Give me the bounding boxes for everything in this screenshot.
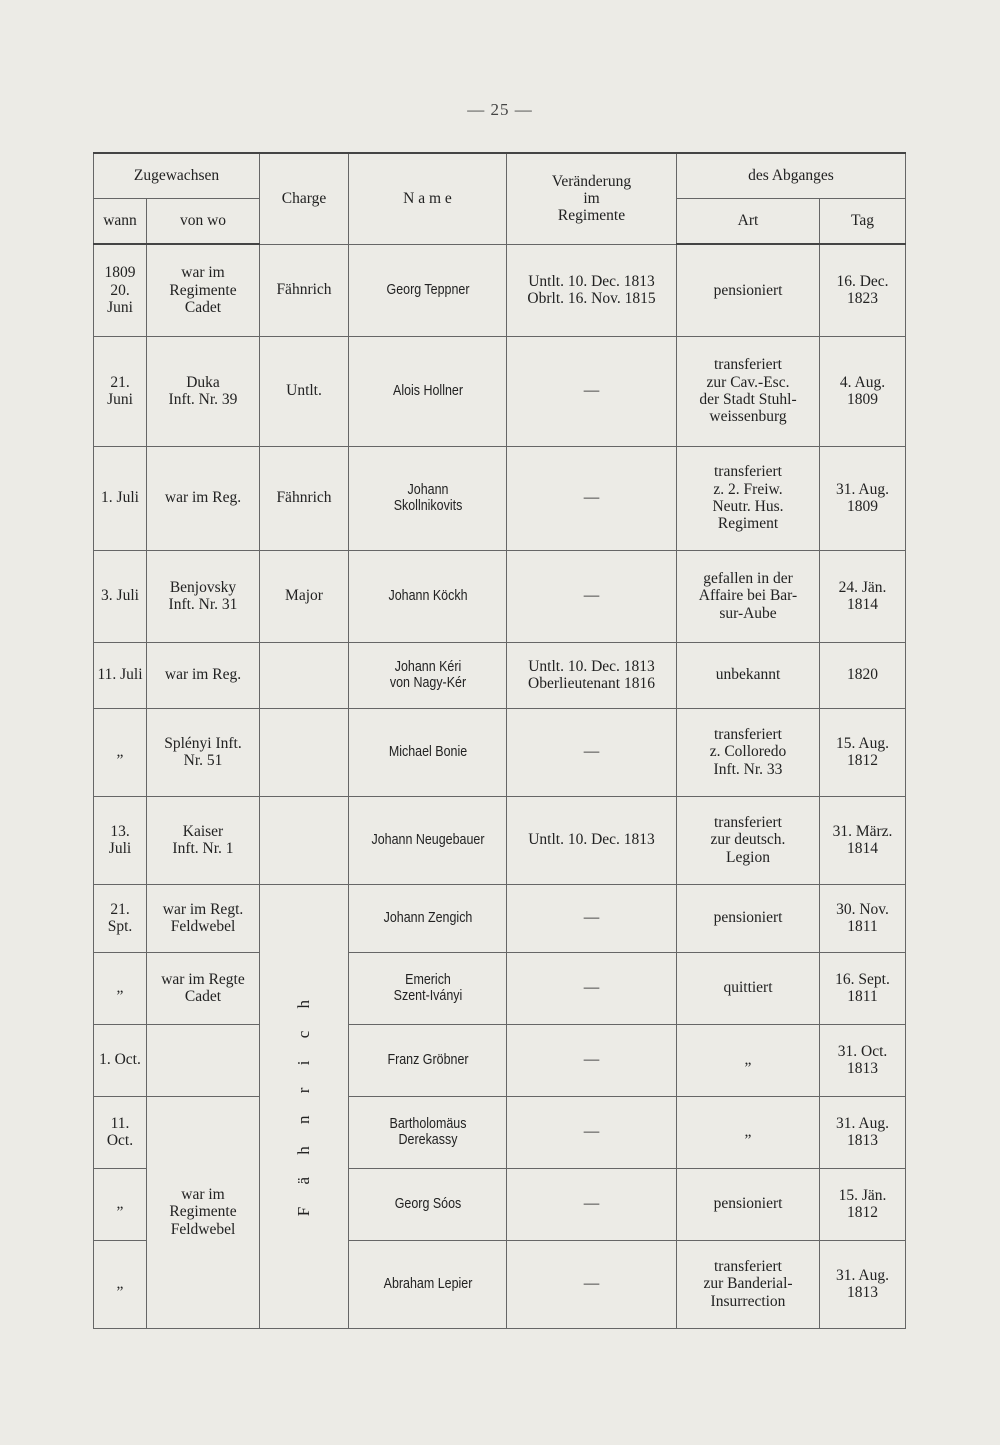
cell-art: transferiert zur Banderial- Insurrection — [677, 1240, 820, 1328]
header-wann: wann — [94, 199, 147, 245]
cell-wann: 11. Juli — [94, 642, 147, 708]
cell-wann: 1809 20. Juni — [94, 244, 147, 336]
cell-wann: „ — [94, 1240, 147, 1328]
cell-wann: „ — [94, 952, 147, 1024]
cell-veraenderung: — — [507, 446, 677, 550]
cell-charge: Fähnrich — [260, 244, 349, 336]
cell-art: pensioniert — [677, 884, 820, 952]
cell-von-wo: war im Reg. — [147, 642, 260, 708]
cell-name: Bartholomäus Derekassy — [360, 1096, 496, 1168]
cell-art: transferiert zur deutsch. Legion — [677, 796, 820, 884]
cell-art: transferiert zur Cav.-Esc. der Stadt Stuhl- weissenburg — [677, 336, 820, 446]
cell-charge-fahnrich-group — [260, 884, 349, 1328]
cell-wann: „ — [94, 1168, 147, 1240]
cell-name: Johann Neugebauer — [360, 796, 496, 884]
cell-name: Abraham Lepier — [360, 1240, 496, 1328]
cell-wann: 21. Spt. — [94, 884, 147, 952]
cell-von-wo: Duka Inft. Nr. 39 — [147, 336, 260, 446]
cell-charge — [260, 796, 349, 884]
table-row — [94, 446, 906, 550]
cell-veraenderung: — — [507, 708, 677, 796]
cell-tag: 31. März. 1814 — [820, 796, 906, 884]
cell-tag: 31. Aug. 1813 — [820, 1096, 906, 1168]
cell-charge — [260, 708, 349, 796]
cell-wann: 13. Juli — [94, 796, 147, 884]
cell-tag: 1820 — [820, 642, 906, 708]
cell-von-wo: Benjovsky Inft. Nr. 31 — [147, 550, 260, 642]
table-row — [94, 884, 906, 952]
header-veraenderung: Veränderung im Regimente — [507, 153, 677, 244]
cell-art: pensioniert — [677, 1168, 820, 1240]
cell-wann: 1. Juli — [94, 446, 147, 550]
cell-wann: 11. Oct. — [94, 1096, 147, 1168]
header-zugewachsen: Zugewachsen — [94, 153, 260, 199]
cell-name: Johann Zengich — [360, 884, 496, 952]
cell-name: Georg Teppner — [360, 244, 496, 336]
cell-von-wo: war im Regimente Cadet — [147, 244, 260, 336]
cell-veraenderung: — — [507, 952, 677, 1024]
table-row — [94, 1096, 906, 1168]
cell-veraenderung: — — [507, 884, 677, 952]
cell-von-wo: war im Reg. — [147, 446, 260, 550]
table-row — [94, 796, 906, 884]
table-row — [94, 952, 906, 1024]
cell-name: Emerich Szent-Iványi — [360, 952, 496, 1024]
cell-von-wo: Kaiser Inft. Nr. 1 — [147, 796, 260, 884]
header-row-top — [94, 153, 906, 199]
cell-name: Johann Köckh — [360, 550, 496, 642]
cell-art: quittiert — [677, 952, 820, 1024]
table-row — [94, 642, 906, 708]
table-row — [94, 336, 906, 446]
cell-art: gefallen in der Affaire bei Bar- sur-Aube — [677, 550, 820, 642]
cell-von-wo — [147, 1024, 260, 1096]
cell-tag: 16. Dec. 1823 — [820, 244, 906, 336]
cell-name: Georg Sóos — [360, 1168, 496, 1240]
cell-name: Johann Skollnikovits — [360, 446, 496, 550]
cell-von-wo: war im Regt. Feldwebel — [147, 884, 260, 952]
cell-veraenderung: — — [507, 550, 677, 642]
header-charge: Charge — [260, 153, 349, 244]
cell-von-wo-feldwebel-group: war im Regimente Feldwebel — [147, 1096, 260, 1328]
cell-art: unbekannt — [677, 642, 820, 708]
cell-wann: 3. Juli — [94, 550, 147, 642]
cell-tag: 31. Oct. 1813 — [820, 1024, 906, 1096]
cell-veraenderung: Untlt. 10. Dec. 1813 Oberlieutenant 1816 — [507, 642, 677, 708]
table-row — [94, 550, 906, 642]
cell-tag: 30. Nov. 1811 — [820, 884, 906, 952]
cell-veraenderung: — — [507, 336, 677, 446]
cell-tag: 31. Aug. 1813 — [820, 1240, 906, 1328]
cell-tag: 31. Aug. 1809 — [820, 446, 906, 550]
cell-tag: 24. Jän. 1814 — [820, 550, 906, 642]
cell-von-wo: Splényi Inft. Nr. 51 — [147, 708, 260, 796]
cell-wann: „ — [94, 708, 147, 796]
cell-tag: 16. Sept. 1811 — [820, 952, 906, 1024]
cell-veraenderung: — — [507, 1024, 677, 1096]
table-row — [94, 244, 906, 336]
register-table — [93, 152, 906, 1329]
header-tag: Tag — [820, 199, 906, 245]
cell-name: Franz Gröbner — [360, 1024, 496, 1096]
cell-charge: Fähnrich — [260, 446, 349, 550]
cell-art: „ — [677, 1024, 820, 1096]
table-row — [94, 1024, 906, 1096]
cell-wann: 21. Juni — [94, 336, 147, 446]
cell-name: Alois Hollner — [360, 336, 496, 446]
cell-name: Johann Kéri von Nagy-Kér — [360, 642, 496, 708]
cell-veraenderung: — — [507, 1168, 677, 1240]
cell-art: pensioniert — [677, 244, 820, 336]
cell-veraenderung: Untlt. 10. Dec. 1813 — [507, 796, 677, 884]
table-row — [94, 708, 906, 796]
page-number: — 25 — — [467, 100, 533, 119]
cell-tag: 4. Aug. 1809 — [820, 336, 906, 446]
header-abgang: des Abganges — [677, 153, 906, 199]
cell-charge: Untlt. — [260, 336, 349, 446]
cell-charge — [260, 642, 349, 708]
cell-wann: 1. Oct. — [94, 1024, 147, 1096]
cell-veraenderung: — — [507, 1096, 677, 1168]
cell-name: Michael Bonie — [360, 708, 496, 796]
cell-tag: 15. Aug. 1812 — [820, 708, 906, 796]
cell-art: „ — [677, 1096, 820, 1168]
cell-art: transferiert z. 2. Freiw. Neutr. Hus. Regiment — [677, 446, 820, 550]
cell-charge: Major — [260, 550, 349, 642]
header-von-wo: von wo — [147, 199, 260, 245]
cell-veraenderung: Untlt. 10. Dec. 1813 Obrlt. 16. Nov. 1815 — [507, 244, 677, 336]
header-name: N a m e — [349, 153, 507, 244]
fahnrich-vertical-label: F ä h n r i c h — [294, 991, 314, 1217]
header-art: Art — [677, 199, 820, 245]
cell-von-wo: war im Regte Cadet — [147, 952, 260, 1024]
cell-veraenderung: — — [507, 1240, 677, 1328]
cell-art: transferiert z. Colloredo Inft. Nr. 33 — [677, 708, 820, 796]
cell-tag: 15. Jän. 1812 — [820, 1168, 906, 1240]
